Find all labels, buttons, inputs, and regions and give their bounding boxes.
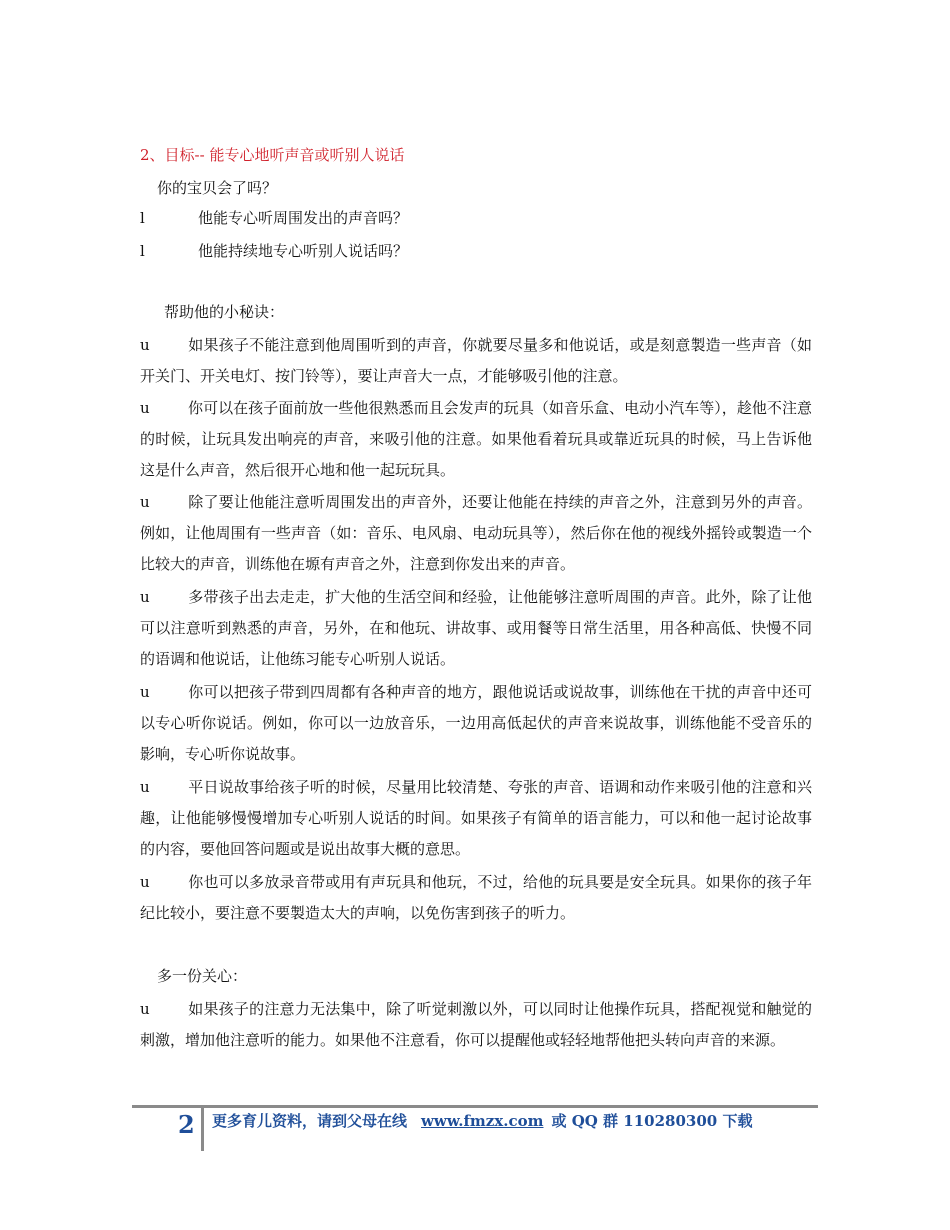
tip-paragraph bbox=[140, 867, 812, 929]
tip-text: 多带孩子出去走走，扩大他的生活空间和经验，让他能够注意听周围的声音。此外，除了让他可以注意听到熟悉的声音，另外，在和他玩、讲故事、或用餐等日常生活里，用各种高低、快慢不同的语调和他说话，让他练习能专心听别人说话。 bbox=[140, 588, 812, 668]
tip-text: 你可以在孩子面前放一些他很熟悉而且会发声的玩具（如音乐盒、电动小汽车等），趁他不注意的时候，让玩具发出响亮的声音，来吸引他的注意。如果他看着玩具或靠近玩具的时候，马上告诉他这是什么声音，然后很开心地和他一起玩玩具。 bbox=[140, 399, 812, 479]
section-heading: 2、目标-- 能专心地听声音或听别人说话 bbox=[140, 146, 405, 164]
tip-text: 平日说故事给孩子听的时候，尽量用比较清楚、夸张的声音、语调和动作来吸引他的注意和兴趣，让他能够慢慢增加专心听别人说话的时间。如果孩子有简单的语言能力，可以和他一起讨论故事的内容，要他回答问题或是说出故事大概的意思。 bbox=[140, 778, 812, 858]
tip-text: 除了要让他能注意听周围发出的声音外，还要让他能在持续的声音之外，注意到另外的声音。例如，让他周围有一些声音（如：音乐、电风扇、电动玩具等），然后你在他的视线外摇铃或製造一个比较大的声音，训练他在塬有声音之外，注意到你发出来的声音。 bbox=[140, 493, 812, 573]
footer-text-after: 或 QQ 群 110280300 下载 bbox=[551, 1112, 753, 1130]
footer-divider bbox=[132, 1105, 818, 1108]
tip-marker: u bbox=[140, 683, 150, 701]
tip-marker: u bbox=[140, 493, 150, 511]
tip-paragraph bbox=[140, 330, 812, 392]
tip-marker: u bbox=[140, 336, 150, 354]
care-heading: 多一份关心： bbox=[157, 967, 248, 985]
checklist-item: 他能专心听周围发出的声音吗？ bbox=[198, 209, 409, 227]
checklist-marker: l bbox=[140, 242, 145, 260]
tip-paragraph bbox=[140, 677, 812, 770]
footer-text bbox=[212, 1110, 752, 1131]
tips-heading: 帮助他的小秘诀： bbox=[164, 303, 285, 321]
checklist-item: 他能持续地专心听别人说话吗？ bbox=[198, 242, 409, 260]
tip-text: 你也可以多放录音带或用有声玩具和他玩，不过，给他的玩具要是安全玩具。如果你的孩子年纪比较小，要注意不要製造太大的声响，以免伤害到孩子的听力。 bbox=[140, 873, 812, 922]
tip-paragraph bbox=[140, 487, 812, 580]
care-marker: u bbox=[140, 1000, 150, 1018]
tip-paragraph bbox=[140, 772, 812, 865]
tip-paragraph bbox=[140, 582, 812, 675]
footer-vertical-bar bbox=[201, 1105, 204, 1151]
tip-marker: u bbox=[140, 399, 150, 417]
footer-text-before: 更多育儿资料，请到父母在线 bbox=[212, 1112, 408, 1130]
question-intro: 你的宝贝会了吗？ bbox=[157, 179, 278, 197]
care-paragraph bbox=[140, 994, 812, 1056]
tip-marker: u bbox=[140, 588, 150, 606]
checklist-marker: l bbox=[140, 209, 145, 227]
tip-text: 你可以把孩子带到四周都有各种声音的地方，跟他说话或说故事，训练他在干扰的声音中还可以专心听你说话。例如，你可以一边放音乐，一边用高低起伏的声音来说故事，训练他能不受音乐的影响，专心听你说故事。 bbox=[140, 683, 812, 763]
tip-paragraph bbox=[140, 393, 812, 486]
page-number: 2 bbox=[178, 1110, 195, 1139]
tip-marker: u bbox=[140, 778, 150, 796]
tip-text: 如果孩子不能注意到他周围听到的声音，你就要尽量多和他说话，或是刻意製造一些声音（如开关门、开关电灯、按门铃等），要让声音大一点，才能够吸引他的注意。 bbox=[140, 336, 812, 385]
tip-marker: u bbox=[140, 873, 150, 891]
care-text: 如果孩子的注意力无法集中，除了听觉刺激以外，可以同时让他操作玩具，搭配视觉和触觉的刺激，增加他注意听的能力。如果他不注意看，你可以提醒他或轻轻地帮他把头转向声音的来源。 bbox=[140, 1000, 812, 1049]
footer-link[interactable]: www.fmzx.com bbox=[421, 1112, 544, 1130]
